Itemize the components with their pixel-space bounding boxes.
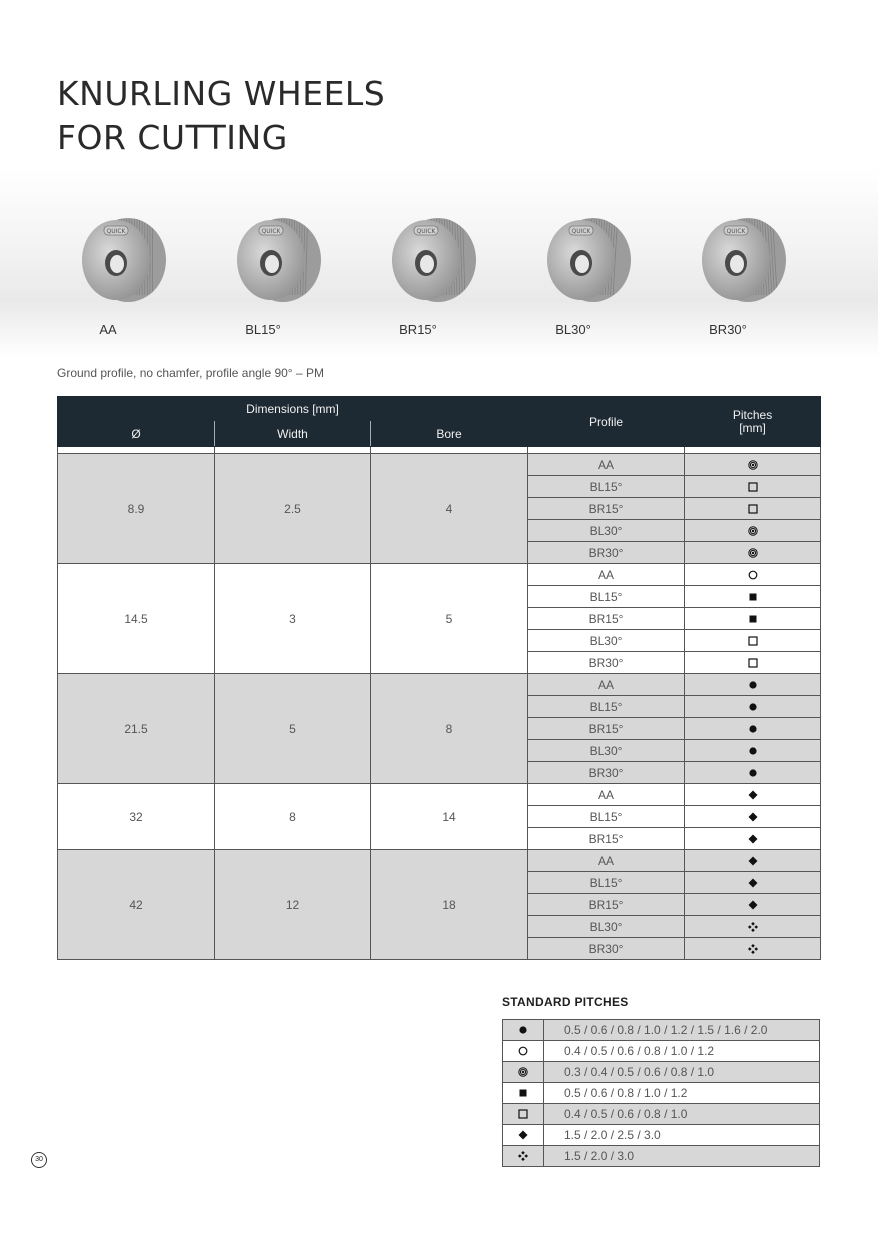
- knurling-wheel-image: [225, 205, 325, 320]
- circle-open-icon: [516, 1044, 530, 1058]
- cell-width: 5: [215, 674, 371, 784]
- cell-pitch-symbol: [685, 652, 821, 674]
- pitch-symbol-cell: [503, 1041, 544, 1062]
- svg-text:QUICK: QUICK: [106, 228, 126, 235]
- square-open-icon: [746, 656, 760, 670]
- cell-profile: BL15°: [528, 806, 685, 828]
- square-open-icon: [516, 1107, 530, 1121]
- pitch-symbol-cell: [503, 1125, 544, 1146]
- cell-pitch-symbol: [685, 718, 821, 740]
- cell-profile: BL30°: [528, 740, 685, 762]
- cell-diameter: 42: [58, 850, 215, 960]
- pitch-symbol-cell: [503, 1146, 544, 1167]
- cell-profile: BL15°: [528, 696, 685, 718]
- target-icon: [516, 1065, 530, 1079]
- table-row: [58, 454, 821, 476]
- cell-pitch-symbol: [685, 762, 821, 784]
- cell-pitch-symbol: [685, 498, 821, 520]
- cell-pitch-symbol: [685, 586, 821, 608]
- cell-pitch-symbol: [685, 938, 821, 960]
- cell-profile: BL15°: [528, 586, 685, 608]
- wheel-label: BL15°: [245, 322, 281, 337]
- wheel-label: BR15°: [399, 322, 437, 337]
- cell-profile: BL15°: [528, 872, 685, 894]
- page-number: 30: [31, 1152, 47, 1168]
- pitch-values: 0.4 / 0.5 / 0.6 / 0.8 / 1.0 / 1.2: [544, 1041, 820, 1062]
- pitch-values: 0.5 / 0.6 / 0.8 / 1.0 / 1.2: [544, 1083, 820, 1104]
- pitch-symbol-cell: [503, 1104, 544, 1125]
- table-row: [58, 784, 821, 806]
- cell-profile: AA: [528, 674, 685, 696]
- header-diameter: Ø: [58, 422, 215, 447]
- knurling-wheel-image: [535, 205, 635, 320]
- target-icon: [746, 524, 760, 538]
- standard-pitch-row: [503, 1146, 820, 1167]
- cell-pitch-symbol: [685, 520, 821, 542]
- cell-bore: 4: [371, 454, 528, 564]
- diamond-icon: [746, 788, 760, 802]
- standard-pitch-row: [503, 1083, 820, 1104]
- cell-pitch-symbol: [685, 696, 821, 718]
- pitch-symbol-cell: [503, 1083, 544, 1104]
- header-dimensions: Dimensions [mm]: [58, 397, 528, 422]
- header-profile: Profile: [528, 397, 685, 447]
- spacer-cell: [215, 447, 371, 454]
- cell-pitch-symbol: [685, 454, 821, 476]
- circle-filled-icon: [516, 1023, 530, 1037]
- page-title: [57, 72, 385, 160]
- square-open-icon: [746, 502, 760, 516]
- standard-pitch-row: [503, 1041, 820, 1062]
- standard-pitches-title: STANDARD PITCHES: [502, 995, 629, 1009]
- cell-pitch-symbol: [685, 850, 821, 872]
- standard-pitches-table: [502, 1019, 820, 1167]
- four-diamonds-icon: [746, 942, 760, 956]
- knurling-wheel-image: [380, 205, 480, 320]
- cell-width: 12: [215, 850, 371, 960]
- cell-diameter: 14.5: [58, 564, 215, 674]
- cell-bore: 5: [371, 564, 528, 674]
- standard-pitch-row: [503, 1020, 820, 1041]
- pitch-values: 0.5 / 0.6 / 0.8 / 1.0 / 1.2 / 1.5 / 1.6 / 2.0: [544, 1020, 820, 1041]
- svg-text:QUICK: QUICK: [261, 228, 281, 235]
- pitch-values: 1.5 / 2.0 / 3.0: [544, 1146, 820, 1167]
- wheel-label: BR30°: [709, 322, 747, 337]
- cell-bore: 18: [371, 850, 528, 960]
- table-row: [58, 850, 821, 872]
- cell-bore: 8: [371, 674, 528, 784]
- cell-pitch-symbol: [685, 894, 821, 916]
- cell-pitch-symbol: [685, 740, 821, 762]
- cell-pitch-symbol: [685, 608, 821, 630]
- knurling-wheel-table: [57, 396, 821, 960]
- cell-profile: AA: [528, 784, 685, 806]
- cell-profile: BR30°: [528, 652, 685, 674]
- square-open-icon: [746, 634, 760, 648]
- cell-pitch-symbol: [685, 630, 821, 652]
- target-icon: [746, 546, 760, 560]
- table-body: [58, 447, 821, 960]
- cell-profile: AA: [528, 850, 685, 872]
- circle-open-icon: [746, 568, 760, 582]
- standard-pitch-row: [503, 1125, 820, 1146]
- cell-pitch-symbol: [685, 784, 821, 806]
- square-filled-icon: [746, 612, 760, 626]
- wheel-label: BL30°: [555, 322, 591, 337]
- cell-profile: BR15°: [528, 894, 685, 916]
- cell-width: 2.5: [215, 454, 371, 564]
- cell-pitch-symbol: [685, 916, 821, 938]
- header-pitches: Pitches [mm]: [685, 397, 821, 447]
- pitch-symbol-cell: [503, 1020, 544, 1041]
- cell-pitch-symbol: [685, 872, 821, 894]
- cell-profile: BL30°: [528, 916, 685, 938]
- title-line-2: FOR CUTTING: [57, 118, 288, 157]
- standard-pitch-row: [503, 1104, 820, 1125]
- table-caption: Ground profile, no chamfer, profile angle 90° – PM: [57, 366, 324, 380]
- cell-bore: 14: [371, 784, 528, 850]
- cell-profile: BR30°: [528, 542, 685, 564]
- four-diamonds-icon: [746, 920, 760, 934]
- square-filled-icon: [516, 1086, 530, 1100]
- circle-filled-icon: [746, 722, 760, 736]
- circle-filled-icon: [746, 744, 760, 758]
- standard-pitches-body: [503, 1020, 820, 1167]
- circle-filled-icon: [746, 766, 760, 780]
- pitch-symbol-cell: [503, 1062, 544, 1083]
- circle-filled-icon: [746, 700, 760, 714]
- cell-profile: AA: [528, 564, 685, 586]
- cell-diameter: 32: [58, 784, 215, 850]
- spacer-cell: [371, 447, 528, 454]
- diamond-icon: [746, 876, 760, 890]
- cell-width: 8: [215, 784, 371, 850]
- cell-profile: BL30°: [528, 630, 685, 652]
- four-diamonds-icon: [516, 1149, 530, 1163]
- cell-profile: AA: [528, 454, 685, 476]
- square-open-icon: [746, 480, 760, 494]
- diamond-icon: [746, 898, 760, 912]
- cell-pitch-symbol: [685, 564, 821, 586]
- cell-width: 3: [215, 564, 371, 674]
- table-row: [58, 674, 821, 696]
- standard-pitch-row: [503, 1062, 820, 1083]
- knurling-wheel-image: [70, 205, 170, 320]
- cell-profile: BR15°: [528, 718, 685, 740]
- wheel-label: AA: [99, 322, 117, 337]
- cell-pitch-symbol: [685, 542, 821, 564]
- circle-filled-icon: [746, 678, 760, 692]
- cell-profile: BL15°: [528, 476, 685, 498]
- title-line-1: KNURLING WHEELS: [57, 74, 386, 113]
- cell-profile: BR30°: [528, 762, 685, 784]
- cell-profile: BR15°: [528, 828, 685, 850]
- diamond-icon: [516, 1128, 530, 1142]
- table-spacer-row: [58, 447, 821, 454]
- cell-pitch-symbol: [685, 476, 821, 498]
- cell-profile: BR15°: [528, 608, 685, 630]
- pitch-values: 0.3 / 0.4 / 0.5 / 0.6 / 0.8 / 1.0: [544, 1062, 820, 1083]
- header-width: Width: [215, 422, 371, 447]
- svg-text:QUICK: QUICK: [416, 228, 436, 235]
- spacer-cell: [685, 447, 821, 454]
- cell-pitch-symbol: [685, 674, 821, 696]
- svg-text:QUICK: QUICK: [726, 228, 746, 235]
- spacer-cell: [58, 447, 215, 454]
- target-icon: [746, 458, 760, 472]
- diamond-icon: [746, 832, 760, 846]
- square-filled-icon: [746, 590, 760, 604]
- svg-text:QUICK: QUICK: [571, 228, 591, 235]
- spacer-cell: [528, 447, 685, 454]
- cell-pitch-symbol: [685, 806, 821, 828]
- table-row: [58, 564, 821, 586]
- cell-pitch-symbol: [685, 828, 821, 850]
- header-bore: Bore: [371, 422, 528, 447]
- cell-diameter: 8.9: [58, 454, 215, 564]
- diamond-icon: [746, 854, 760, 868]
- pitch-values: 0.4 / 0.5 / 0.6 / 0.8 / 1.0: [544, 1104, 820, 1125]
- cell-profile: BR15°: [528, 498, 685, 520]
- knurling-wheel-image: [690, 205, 790, 320]
- diamond-icon: [746, 810, 760, 824]
- pitch-values: 1.5 / 2.0 / 2.5 / 3.0: [544, 1125, 820, 1146]
- cell-profile: BL30°: [528, 520, 685, 542]
- cell-diameter: 21.5: [58, 674, 215, 784]
- cell-profile: BR30°: [528, 938, 685, 960]
